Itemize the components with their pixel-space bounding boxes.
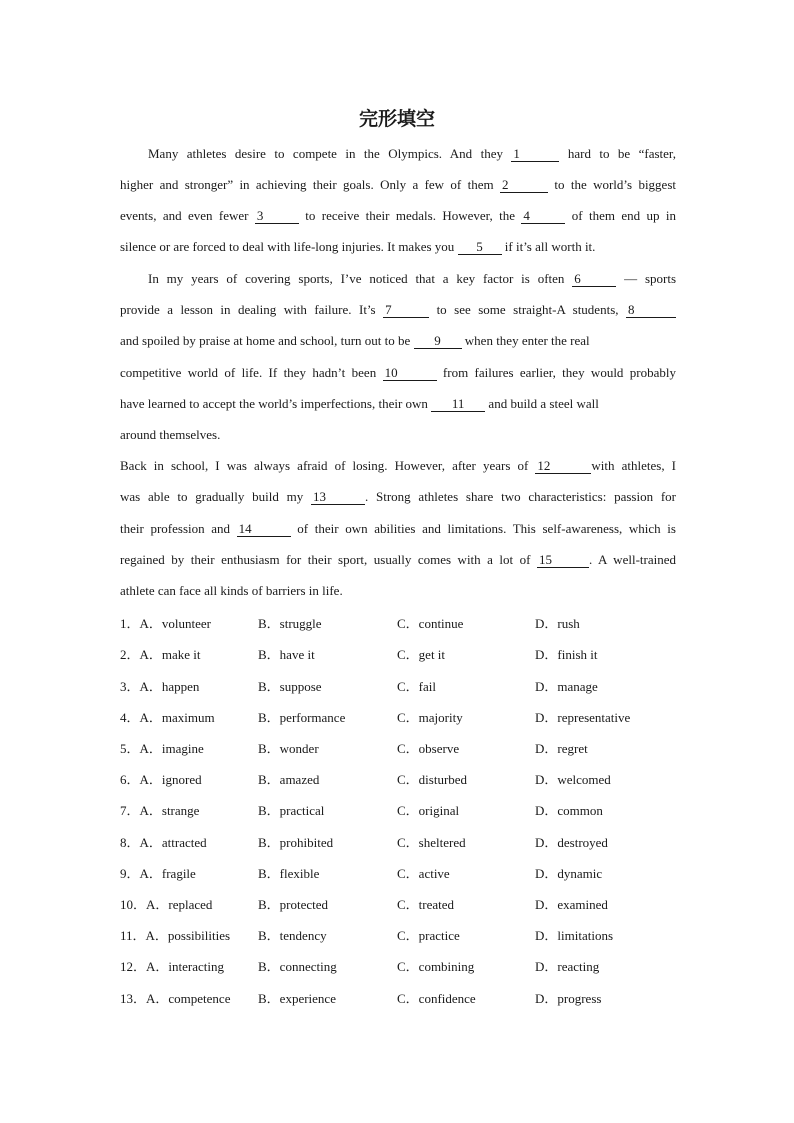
option-b: B．prohibited [258,835,334,850]
option-b: B．tendency [258,928,327,943]
blank-1: 1 [511,147,559,162]
option-c: C．original [397,803,460,818]
blank-10: 10 [383,366,437,381]
option-d: D．destroyed [535,835,608,850]
option-b: B．performance [258,710,346,725]
option-a: 3．A．happen [120,679,200,694]
question-options [120,863,680,881]
option-b: B．experience [258,991,336,1006]
passage-line: silence or are forced to deal with life-long injuries. It makes you 5 if it’s all worth it. [120,239,596,254]
option-a: 1．A．volunteer [120,616,211,631]
option-a: 8．A．attracted [120,835,207,850]
option-d: D．common [535,803,603,818]
page-title: 完形填空 [358,108,435,130]
option-c: C．fail [397,679,436,694]
blank-9: 9 [414,334,462,349]
option-b: B．flexible [258,866,320,881]
option-c: C．confidence [397,991,476,1006]
option-d: D．representative [535,710,631,725]
passage-line: In my years of covering sports, I’ve noticed that a key factor is often 6 — sports [148,271,677,286]
option-c: C．treated [397,897,455,912]
blank-3: 3 [255,209,299,224]
blank-2: 2 [500,178,548,193]
passage-line: Back in school, I was always afraid of losing. However, after years of 12 with athletes, I [120,458,676,473]
blank-6: 6 [572,272,616,287]
passage-line: was able to gradually build my 13 . Strong athletes share two characteristics: passion for [120,489,676,504]
question-options [120,894,680,912]
passage-line: athlete can face all kinds of barriers in life. [120,583,343,598]
option-c: C．active [397,866,450,881]
option-b: B．protected [258,897,329,912]
blank-15: 15 [537,553,589,568]
option-b: B．have it [258,647,315,662]
passage-line: higher and stronger” in achieving their goals. Only a few of them 2 to the world’s biggest [120,177,676,192]
option-b: B．amazed [258,772,320,787]
option-d: D．regret [535,741,588,756]
option-d: D．finish it [535,647,598,662]
question-options [120,769,680,787]
option-c: C．sheltered [397,835,466,850]
option-b: B．struggle [258,616,322,631]
blank-14: 14 [237,522,291,537]
blank-11: 11 [431,397,485,412]
option-d: D．rush [535,616,580,631]
option-a: 11．A．possibilities [120,928,231,943]
option-c: C．combining [397,959,475,974]
option-b: B．wonder [258,741,319,756]
question-options [120,676,680,694]
option-a: 10．A．replaced [120,897,213,912]
option-a: 2．A．make it [120,647,201,662]
option-a: 7．A．strange [120,803,200,818]
option-d: D．progress [535,991,602,1006]
option-c: C．majority [397,710,463,725]
passage-line: provide a lesson in dealing with failure. It’s 7 to see some straight-A students, 8 [120,301,676,319]
passage-line: and spoiled by praise at home and school, turn out to be 9 when they enter the real [120,333,590,348]
option-a: 6．A．ignored [120,772,202,787]
option-c: C．practice [397,928,460,943]
blank-4: 4 [521,209,565,224]
question-options [120,925,680,943]
passage-line: their profession and 14 of their own abilities and limitations. This self-awareness, which is [120,521,676,536]
question-options [120,956,680,974]
question-options [120,832,680,850]
option-c: C．get it [397,647,446,662]
question-options [120,644,680,662]
blank-13: 13 [311,490,365,505]
option-a: 12．A．interacting [120,959,224,974]
question-options [120,800,680,818]
question-options [120,738,680,756]
option-b: B．practical [258,803,325,818]
option-b: B．connecting [258,959,337,974]
option-d: D．dynamic [535,866,603,881]
question-options [120,988,680,1006]
option-a: 9．A．fragile [120,866,196,881]
passage-line: competitive world of life. If they hadn’t been 10 from failures earlier, they would probably [120,365,677,380]
blank-12: 12 [535,459,591,474]
option-a: 4．A．maximum [120,710,215,725]
option-c: C．continue [397,616,464,631]
blank-7: 7 [383,303,429,318]
blank-8: 8 [626,303,676,318]
blank-5: 5 [458,240,502,255]
option-d: D．reacting [535,959,600,974]
passage-line: Many athletes desire to compete in the Olympics. And they 1 hard to be “faster, [148,146,676,161]
option-a: 13．A．competence [120,991,231,1006]
option-d: D．limitations [535,928,614,943]
option-c: C．observe [397,741,460,756]
option-c: C．disturbed [397,772,468,787]
option-a: 5．A．imagine [120,741,204,756]
question-options [120,707,680,725]
passage-line: have learned to accept the world’s imperfections, their own 11 and build a steel wall [120,396,599,411]
question-options [120,613,680,631]
passage-line: events, and even fewer 3 to receive their medals. However, the 4 of them end up in [120,208,676,223]
option-d: D．manage [535,679,598,694]
option-d: D．welcomed [535,772,611,787]
option-b: B．suppose [258,679,322,694]
passage-line: regained by their enthusiasm for their sport, usually comes with a lot of 15 . A well-trained [120,552,676,567]
passage-line: around themselves. [120,427,221,442]
option-d: D．examined [535,897,608,912]
